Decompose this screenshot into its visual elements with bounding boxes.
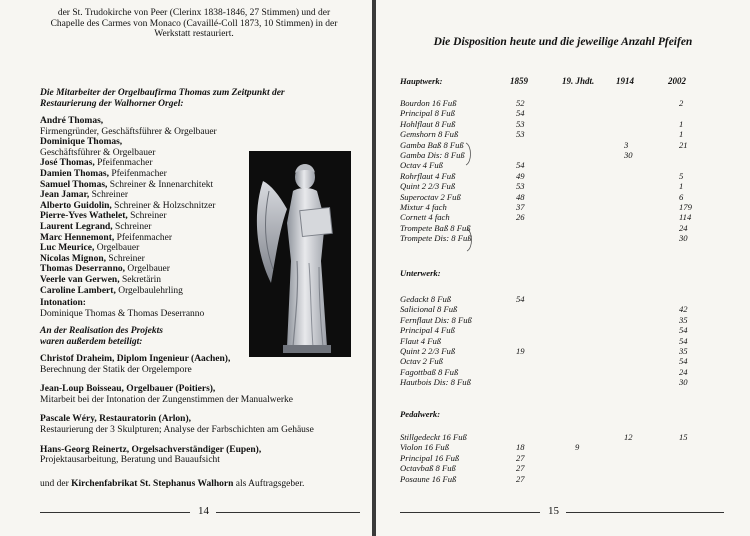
stop-row — [400, 223, 730, 234]
stop-name: Gemshorn 8 Fuß — [400, 129, 459, 140]
pipe-count-1859: 54 — [516, 294, 525, 304]
angel-sculpture-photo — [249, 151, 351, 357]
pipe-count-1859: 52 — [516, 98, 525, 108]
stop-name: Octavbaß 8 Fuß — [400, 463, 456, 474]
pipe-count-1859: 49 — [516, 170, 525, 181]
contributor-entry — [40, 445, 360, 466]
stop-row — [400, 432, 730, 443]
closing-line — [40, 479, 360, 490]
contributors-list — [40, 354, 360, 475]
stop-name: Quint 2 2/3 Fuß — [400, 346, 456, 356]
staff-name: Nicolas Mignon, — [40, 253, 106, 264]
pipe-count-1859: 53 — [516, 129, 525, 140]
stop-row — [400, 356, 730, 367]
pipe-count-2002: 30 — [679, 233, 688, 244]
contributor-entry — [40, 414, 360, 435]
contributor-name: Pascale Wéry, Restauratorin (Arlon), — [40, 414, 192, 425]
staff-name: Thomas Deserranno, — [40, 264, 125, 275]
page-14 — [0, 0, 372, 536]
section-heading: Pedalwerk: — [400, 409, 441, 419]
stop-name: Principal 8 Fuß — [400, 108, 455, 119]
column-header-1859: 1859 — [510, 76, 528, 86]
staff-role: Schreiner & Innenarchitekt — [109, 179, 214, 190]
pipe-count-2002: 5 — [679, 170, 684, 181]
staff-heading-line-1: Die Mitarbeiter der Orgelbaufirma Thomas zum Zeitpunkt der — [40, 88, 285, 98]
staff-role: Orgelbauer — [127, 264, 170, 275]
staff-heading-line-2: Restaurierung der Walhorner Orgel: — [40, 99, 184, 109]
stop-row — [400, 346, 730, 357]
stop-row — [400, 98, 730, 109]
staff-role: Orgelbaulehrling — [118, 285, 183, 296]
staff-entry — [40, 158, 250, 169]
contributor-description: Restaurierung der 3 Skulpturen; Analyse der Farbschichten am Gehäuse — [40, 424, 314, 435]
pipe-count-2002: 15 — [679, 432, 688, 442]
stop-name: Gedackt 8 Fuß — [400, 294, 452, 304]
pipe-count-2002: 54 — [679, 325, 688, 336]
pipe-count-1859: 27 — [516, 473, 525, 484]
stop-name: Octav 4 Fuß — [400, 160, 443, 171]
stop-name: Stillgedeckt 16 Fuß — [400, 432, 467, 442]
stop-row — [400, 325, 730, 336]
stop-name: Rohrflaut 4 Fuß — [400, 170, 456, 181]
stop-name: Principal 16 Fuß — [400, 452, 460, 463]
contributor-description: Berechnung der Statik der Orgelempore — [40, 364, 192, 375]
pipe-count-2002: 179 — [679, 202, 692, 212]
staff-role: Schreiner — [108, 253, 145, 264]
staff-role: Schreiner & Holzschnitzer — [114, 200, 216, 211]
stop-name: Trompete Baß 8 Fuß — [400, 222, 471, 233]
staff-entry — [40, 243, 250, 254]
pipe-count-2002: 2 — [679, 98, 684, 108]
pipe-count-1859: 27 — [516, 452, 525, 463]
staff-entry — [40, 116, 250, 127]
stop-name: Cornett 4 fach — [400, 212, 450, 223]
staff-name: Caroline Lambert, — [40, 285, 116, 296]
stop-name: Fernflaut Dis: 8 Fuß — [400, 314, 472, 325]
staff-name: Marc Hennemont, — [40, 232, 115, 243]
pipe-count-1914: 12 — [624, 432, 633, 442]
contributor-description: Projektausarbeitung, Beratung und Bauaufsicht — [40, 455, 220, 466]
column-header-2002: 2002 — [668, 76, 686, 86]
stop-row — [400, 367, 730, 378]
stop-row — [400, 108, 730, 119]
stop-name: Octav 2 Fuß — [400, 356, 443, 367]
staff-role: Orgelbauer — [96, 243, 140, 254]
project-heading-line-2: waren außerdem beteiligt: — [40, 337, 143, 347]
intonation-label: Intonation: — [40, 298, 86, 308]
staff-entry — [40, 222, 250, 233]
stop-row — [400, 474, 730, 485]
stop-row — [400, 315, 730, 326]
stop-row — [400, 377, 730, 388]
closing-pre: und der — [40, 479, 72, 489]
staff-role: Geschäftsführer & Orgelbauer — [40, 147, 156, 158]
staff-entry — [40, 264, 250, 275]
pipe-count-2002: 114 — [679, 212, 692, 223]
pipe-count-2002: 35 — [679, 314, 688, 325]
staff-role: Schreiner — [91, 190, 129, 201]
stop-row — [400, 212, 730, 223]
staff-entry — [40, 254, 250, 265]
column-header-19jhdt: 19. Jhdt. — [562, 76, 595, 86]
pipe-count-2002: 54 — [679, 335, 688, 346]
stop-row — [400, 192, 730, 203]
pipe-count-1914: 30 — [624, 150, 633, 160]
stop-row — [400, 119, 730, 130]
stop-row — [400, 140, 730, 151]
stop-row — [400, 304, 730, 315]
pipe-count-1859: 53 — [516, 118, 525, 129]
footer-rule-right — [216, 512, 360, 513]
stop-name: Hautbois Dis: 8 Fuß — [400, 377, 471, 388]
pipe-count-2002: 1 — [679, 129, 684, 140]
stop-row — [400, 202, 730, 213]
pipe-count-2002: 54 — [679, 356, 688, 367]
staff-entry — [40, 137, 250, 148]
pipe-count-1859: 37 — [516, 202, 525, 212]
contributor-name: Hans-Georg Reinertz, Orgelsachverständiger (Eupen), — [40, 444, 262, 455]
stop-name: Flaut 4 Fuß — [400, 335, 442, 346]
pipe-count-1859: 54 — [516, 160, 525, 171]
pipe-count-1859: 18 — [516, 442, 525, 453]
footer-rule-right-15 — [566, 512, 724, 513]
staff-role: Firmengründer, Geschäftsführer & Orgelbauer — [40, 126, 217, 137]
stop-row — [400, 453, 730, 464]
staff-role: Sekretärin — [121, 274, 162, 285]
stop-name: Posaune 16 Fuß — [400, 473, 457, 484]
pipe-count-1859: 53 — [516, 181, 525, 192]
stop-name: Bourdon 16 Fuß — [400, 98, 457, 108]
intro-paragraph: der St. Trudokirche von Peer (Clerinx 1838-1846, 27 Stimmen) und der Chapelle des Carmes von Monaco (Cavaillé-Coll 1873, 10 Stimmen) in der Werkstatt restauriert. — [50, 8, 338, 40]
stop-name: Superoctav 2 Fuß — [400, 191, 461, 202]
staff-name: Veerle van Gerwen, — [40, 274, 120, 285]
stop-name: Hohlflaut 8 Fuß — [400, 118, 456, 129]
project-heading-line-1: An der Realisation des Projekts — [40, 326, 163, 336]
stop-row — [400, 129, 730, 140]
stop-name: Violon 16 Fuß — [400, 442, 450, 453]
stop-row — [400, 160, 730, 171]
staff-role: Schreiner — [115, 221, 152, 232]
staff-name: Dominique Thomas, — [40, 137, 123, 148]
disposition-title: Die Disposition heute und die jeweilige Anzahl Pfeifen — [433, 36, 693, 48]
stop-row — [400, 463, 730, 474]
footer-rule-left-15 — [400, 512, 540, 513]
page-number-14: 14 — [198, 505, 209, 517]
pipe-count-1859: 27 — [516, 463, 525, 474]
staff-entry — [40, 190, 250, 201]
staff-entry — [40, 180, 250, 191]
staff-entry — [40, 201, 250, 212]
stop-name: Mixtur 4 fach — [400, 202, 447, 212]
pipe-count-1914: 3 — [624, 139, 629, 150]
staff-list — [40, 116, 250, 296]
pipe-count-1859: 48 — [516, 191, 525, 202]
staff-name: Laurent Legrand, — [40, 221, 113, 232]
staff-name: Samuel Thomas, — [40, 179, 108, 190]
stop-row — [400, 442, 730, 453]
pipe-count-2002: 30 — [679, 377, 688, 388]
staff-entry — [40, 127, 250, 138]
closing-bold: Kirchenfabrikat St. Stephanus Walhorn — [71, 479, 234, 489]
section-heading: Hauptwerk: — [400, 76, 443, 86]
staff-entry — [40, 148, 250, 159]
staff-entry — [40, 211, 250, 222]
staff-entry — [40, 233, 250, 244]
pipe-count-1859: 54 — [516, 108, 525, 119]
stop-name: Fagottbaß 8 Fuß — [400, 366, 459, 377]
pipe-count-2002: 1 — [679, 118, 684, 129]
stop-row — [400, 171, 730, 182]
closing-post: als Auftragsgeber. — [233, 479, 305, 489]
stop-name: Gamba Dis: 8 Fuß — [400, 150, 465, 160]
stop-row — [400, 336, 730, 347]
column-header-1914: 1914 — [616, 76, 634, 86]
staff-name: Jean Jamar, — [40, 190, 90, 201]
staff-role: Schreiner — [130, 211, 167, 222]
pipe-count-2002: 21 — [679, 139, 688, 150]
page-number-15: 15 — [548, 505, 559, 517]
contributor-name: Jean-Loup Boisseau, Orgelbauer (Poitiers), — [40, 384, 216, 395]
footer-rule-left — [40, 512, 190, 513]
pipe-count-2002: 1 — [679, 181, 684, 192]
staff-entry — [40, 286, 250, 297]
contributor-entry — [40, 354, 360, 375]
staff-entry — [40, 275, 250, 286]
page-15 — [376, 0, 750, 536]
staff-role: Pfeifenmacher — [111, 168, 167, 179]
staff-name: José Thomas, — [40, 158, 95, 169]
stop-name: Salicional 8 Fuß — [400, 304, 458, 315]
staff-name: Alberto Guidolin, — [40, 200, 112, 211]
stop-name: Quint 2 2/3 Fuß — [400, 181, 456, 192]
staff-name: Luc Meurice, — [40, 243, 95, 254]
pipe-count-2002: 24 — [679, 366, 688, 377]
staff-role: Pfeifenmacher — [97, 158, 153, 169]
pipe-count-2002: 35 — [679, 346, 688, 356]
contributor-entry — [40, 384, 360, 405]
pipe-count-1859: 19 — [516, 346, 525, 356]
staff-name: Pierre-Yves Wathelet, — [40, 211, 128, 222]
staff-entry — [40, 169, 250, 180]
pipe-count-2002: 6 — [679, 191, 684, 202]
angel-sculpture-illustration — [249, 151, 351, 357]
staff-name: André Thomas, — [40, 116, 104, 126]
stop-name: Trompete Dis: 8 Fuß — [400, 233, 472, 244]
staff-name: Damien Thomas, — [40, 168, 109, 179]
stop-row — [400, 233, 730, 244]
section-heading: Unterwerk: — [400, 268, 441, 278]
staff-role: Pfeifenmacher — [116, 232, 172, 243]
contributor-name: Christof Draheim, Diplom Ingenieur (Aachen), — [40, 354, 231, 364]
stop-name: Principal 4 Fuß — [400, 325, 455, 336]
stop-row — [400, 181, 730, 192]
pipe-count-2002: 42 — [679, 304, 688, 315]
pipe-count-1859: 26 — [516, 212, 525, 223]
contributor-description: Mitarbeit bei der Intonation der Zungenstimmen der Manualwerke — [40, 394, 293, 405]
pipe-count-19: 9 — [575, 442, 580, 453]
pipe-count-2002: 24 — [679, 222, 688, 233]
stop-row — [400, 150, 730, 161]
intonation-value: Dominique Thomas & Thomas Deserranno — [40, 309, 205, 319]
stop-name: Gamba Baß 8 Fuß — [400, 139, 464, 150]
stop-row — [400, 294, 730, 305]
